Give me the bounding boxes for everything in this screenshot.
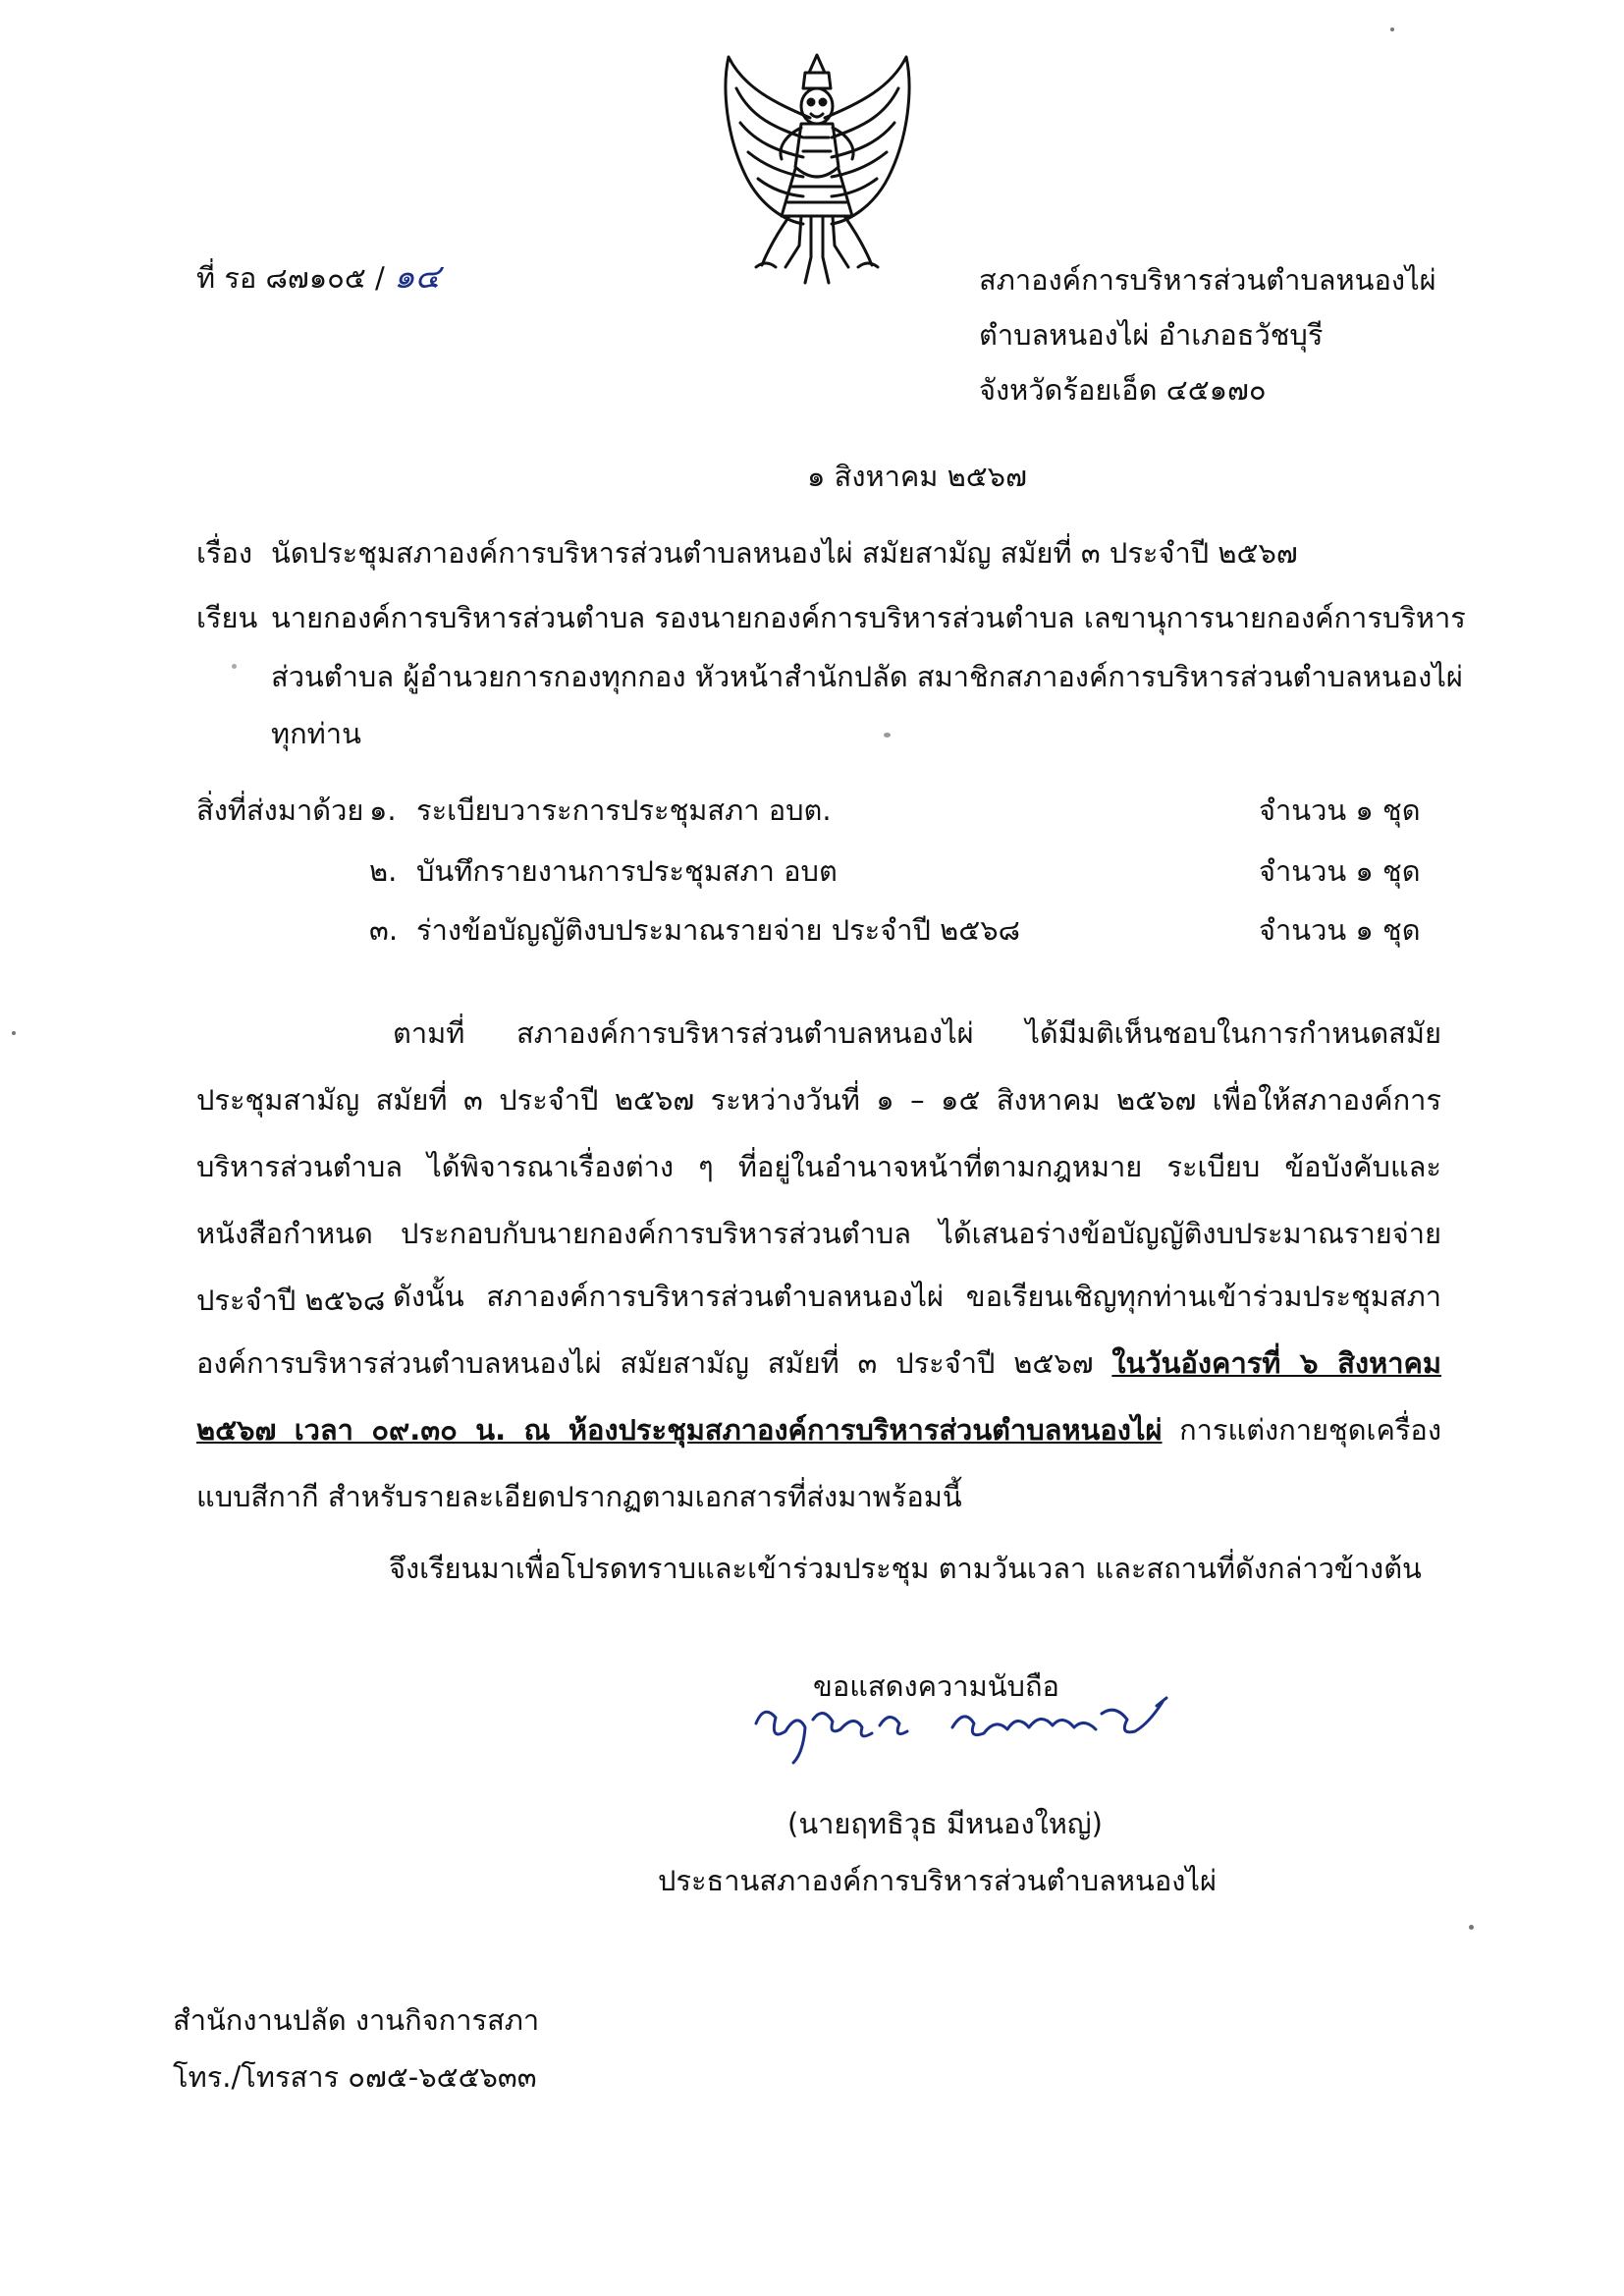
closing-text: จึงเรียนมาเพื่อโปรดทราบและเข้าร่วมประชุม ตามวันเวลา และสถานที่ดังกล่าวข้างต้น: [389, 1552, 1422, 1585]
scan-speck: [1469, 1925, 1474, 1930]
footer-phone: โทร./โทรสาร ๐๗๕-๖๕๕๖๓๓: [173, 2060, 537, 2094]
enclosures-label: สิ่งที่ส่งมาด้วย: [196, 793, 364, 827]
enclosure-1-quantity: จำนวน ๑ ชุด: [1259, 793, 1421, 827]
addressee-line-3: ทุกท่าน: [271, 717, 361, 750]
enclosure-3-number: ๓.: [369, 913, 399, 947]
subject-text: นัดประชุมสภาองค์การบริหารส่วนตำบลหนองไผ่ สมัยสามัญ สมัยที่ ๓ ประจำปี ๒๕๖๗: [271, 536, 1298, 570]
addressee-label: เรียน: [196, 601, 258, 634]
scan-speck: [12, 1031, 16, 1035]
sender-line-3: จังหวัดร้อยเอ็ด ๔๕๑๗๐: [979, 373, 1267, 407]
body-paragraph-2-dresscode: การแต่งกายชุดเครื่องแบบสีกากี สำหรับรายละเอียดปรากฏตามเอกสารที่ส่งมาพร้อมนี้: [196, 1413, 1442, 1513]
scan-speck: [232, 664, 237, 669]
body-paragraph-2-intro: ดังนั้น สภาองค์การบริหารส่วนตำบลหนองไผ่ ขอเรียนเชิญทุกท่านเข้าร่วมประชุมสภาองค์การบริหารส่วนตำบลหนองไผ่ สมัยสามัญ สมัยที่ ๓ ประจำปี ๒๕๖๗: [196, 1280, 1441, 1380]
reference-prefix: ที่ รอ ๘๗๑๐๕ /: [196, 261, 385, 295]
signatory-name: (นายฤทธิวุธ มีหนองใหญ่): [787, 1807, 1103, 1840]
addressee-line-1: นายกองค์การบริหารส่วนตำบล รองนายกองค์การบริหารส่วนตำบล เลขานุการนายกองค์การบริหาร: [271, 601, 1466, 634]
enclosure-1-text: ระเบียบวาระการประชุมสภา อบต.: [416, 793, 832, 827]
regards-text: ขอแสดงความนับถือ: [813, 1669, 1059, 1703]
enclosure-3-quantity: จำนวน ๑ ชุด: [1259, 913, 1421, 947]
letter-date: ๑ สิงหาคม ๒๕๖๗: [807, 460, 1027, 493]
signatory-position: ประธานสภาองค์การบริหารส่วนตำบลหนองไผ่: [658, 1864, 1218, 1897]
sender-line-1: สภาองค์การบริหารส่วนตำบลหนองไผ่: [979, 263, 1436, 297]
sender-line-2: ตำบลหนองไผ่ อำเภอธวัชบุรี: [979, 318, 1324, 352]
handwritten-signature-icon: [746, 1684, 1198, 1773]
enclosure-2-number: ๒.: [369, 854, 398, 888]
enclosure-1-number: ๑.: [369, 793, 397, 827]
enclosure-2-text: บันทึกรายงานการประชุมสภา อบต: [416, 854, 838, 888]
scan-speck: [884, 733, 891, 738]
enclosure-3-text: ร่างข้อบัญญัติงบประมาณรายจ่าย ประจำปี ๒๕๖๘: [416, 913, 1021, 947]
reference-handwritten-number: ๑๔: [394, 257, 441, 297]
body-paragraph-1-text: ตามที่ สภาองค์การบริหารส่วนตำบลหนองไผ่ ได้มีมติเห็นชอบในการกำหนดสมัยประชุมสามัญ สมัยที่ ๓ ประจำปี ๒๕๖๗ ระหว่างวันที่ ๑ – ๑๕ สิงหาคม ๒๕๖๗ เพื่อให้สภาองค์การบริหารส่วนตำบล ได้พิจารณาเรื่องต่าง ๆ ที่อยู่ในอำนาจหน้าที่ตามกฎหมาย ระเบียบ ข้อบังคับและหนังสือกำหนด ประกอบกับนายกองค์การบริหารส่วนตำบล ได้เสนอร่างข้อบัญญัติงบประมาณรายจ่าย ประจำปี ๒๕๖๘: [196, 1016, 1441, 1317]
meeting-datetime-location: ในวันอังคารที่ ๖ สิงหาคม ๒๕๖๗ เวลา ๐๙.๓๐ น. ณ ห้องประชุมสภาองค์การบริหารส่วนตำบลหนองไผ่: [196, 1346, 1441, 1447]
footer-office: สำนักงานปลัด งานกิจการสภา: [173, 2003, 540, 2037]
body-paragraph-2: [196, 1263, 1441, 1530]
enclosure-2-quantity: จำนวน ๑ ชุด: [1259, 854, 1421, 888]
scan-speck: [1390, 27, 1394, 31]
subject-label: เรื่อง: [196, 536, 253, 570]
addressee-line-2: ส่วนตำบล ผู้อำนวยการกองทุกกอง หัวหน้าสำนักปลัด สมาชิกสภาองค์การบริหารส่วนตำบลหนองไผ่: [271, 660, 1463, 693]
reference-number: [196, 257, 440, 298]
garuda-emblem-icon: [717, 49, 918, 290]
